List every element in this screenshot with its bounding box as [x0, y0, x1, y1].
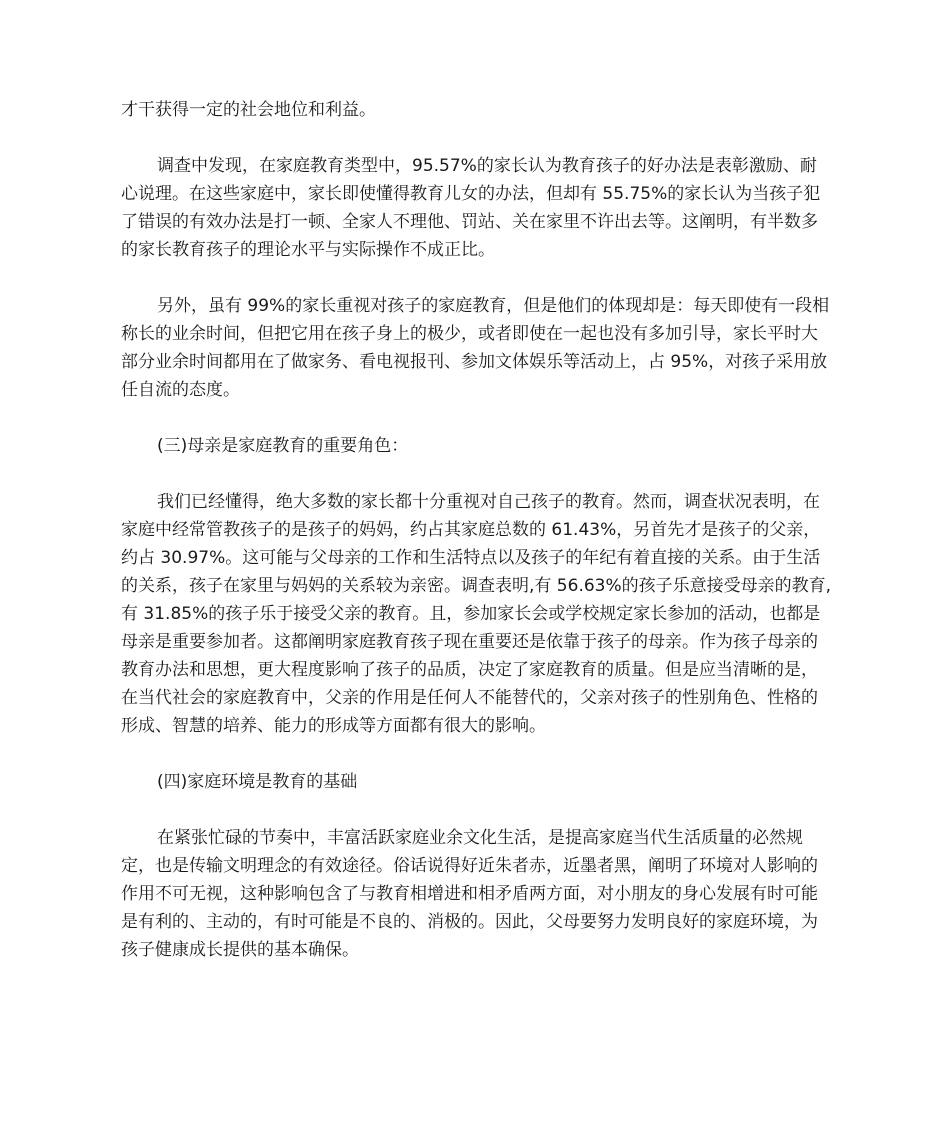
paragraph-parent-leisure: 另外，虽有 99%的家长重视对孩子的家庭教育，但是他们的体现却是：每天即使有一段相称长的业余时间，但把它用在孩子身上的极少，或者即使在一起也没有多加引导，家长平时大部分业余时间都用在了做家务、看电视报刊、参加文体娱乐等活动上，占 95%，对孩子采用放任自流的态度。: [121, 296, 830, 400]
document-body: [121, 96, 833, 964]
paragraph-continuation: 才干获得一定的社会地位和利益。: [121, 100, 376, 120]
paragraph-survey-findings: 调查中发现，在家庭教育类型中，95.57%的家长认为教育孩子的好办法是表彰激励、耐心说理。在这些家庭中，家长即使懂得教育儿女的办法，但却有 55.75%的家长认为当孩子犯了错误的有效办法是打一顿、全家人不理他、罚站、关在家里不许出去等。这阐明，有半数多的家长教育孩子的理论水平与实际操作不成正比。: [121, 156, 821, 260]
section-heading-mother-role: (三)母亲是家庭教育的重要角色：: [157, 436, 409, 456]
paragraph-family-environment: 在紧张忙碌的节奏中，丰富活跃家庭业余文化生活，是提高家庭当代生活质量的必然规定，也是传输文明理念的有效途径。俗话说得好近朱者赤，近墨者黑，阐明了环境对人影响的作用不可无视，这种影响包含了与教育相增进和相矛盾两方面，对小朋友的身心发展有时可能是有利的、主动的，有时可能是不良的、消极的。因此，父母要努力发明良好的家庭环境，为孩子健康成长提供的基本确保。: [121, 828, 818, 960]
section-heading-family-environment: (四)家庭环境是教育的基础: [157, 772, 358, 792]
paragraph-mother-role: 我们已经懂得，绝大多数的家长都十分重视对自己孩子的教育。然而，调查状况表明，在家庭中经常管教孩子的是孩子的妈妈，约占其家庭总数的 61.43%，另首先才是孩子的父亲，约占 30.97%。这可能与父母亲的工作和生活特点以及孩子的年纪有着直接的关系。由于生活的关系，孩子在家里与妈妈的关系较为亲密。调查表明,有 56.63%的孩子乐意接受母亲的教育,有 31.85%的孩子乐于接受父亲的教育。且，参加家长会或学校规定家长参加的活动，也都是母亲是重要参加者。这都阐明家庭教育孩子现在重要还是依靠于孩子的母亲。作为孩子母亲的教育办法和思想，更大程度影响了孩子的品质，决定了家庭教育的质量。但是应当清晰的是，在当代社会的家庭教育中，父亲的作用是任何人不能替代的，父亲对孩子的性别角色、性格的形成、智慧的培养、能力的形成等方面都有很大的影响。: [121, 492, 832, 736]
